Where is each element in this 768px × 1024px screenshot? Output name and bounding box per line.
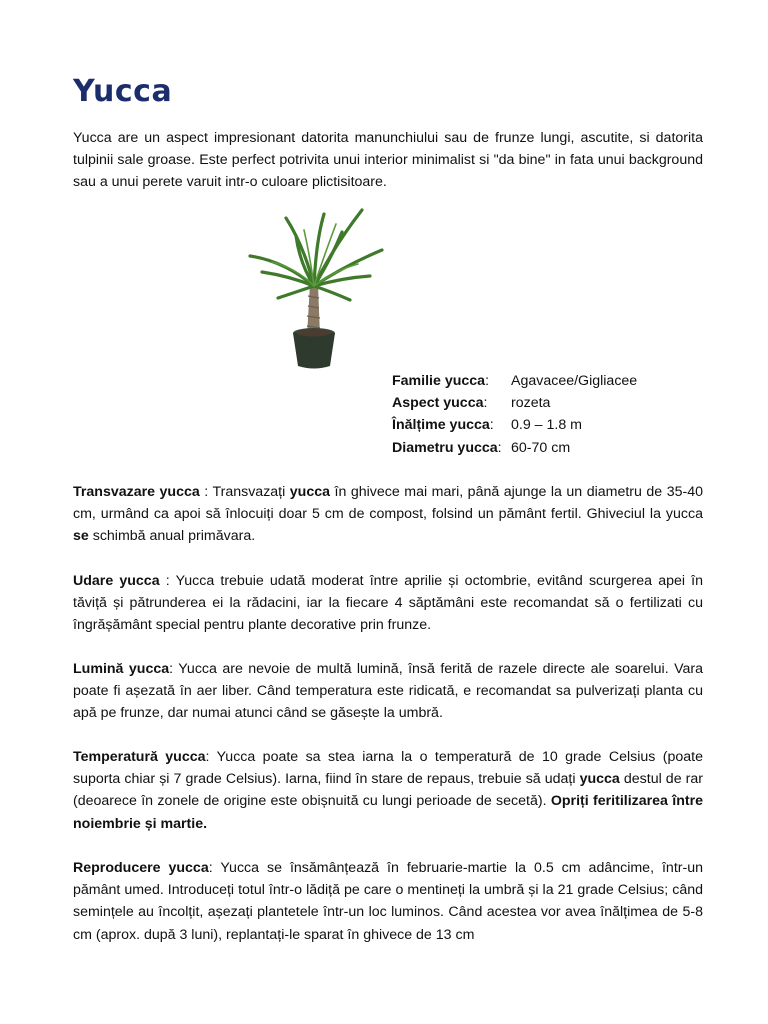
section-temperatura: Temperatură yucca: Yucca poate sa stea iarna la o temperatură de 10 grade Celsius (poate suporta chiar și 7 grade Celsius). Iarna, fiind în stare de repaus, trebuie să udați yucca destul de rar (deoarece în zonele de origine este obișnuită cu lungi perioade de secetă). Opriți feritilizarea între noiembrie și martie. — [73, 749, 704, 832]
section-heading: Udare yucca — [73, 573, 160, 589]
section-udare: Udare yucca : Yucca trebuie udată moderat între aprilie și octombrie, evitând scurgerea apei în tăviță și pătrunderea ei la rădacini, iar la fiecare 4 săptămâni este recomandat să o fertilizati cu îngrășământ special pentru plante decorative prin frunze. — [73, 573, 703, 634]
spec-label: Aspect yucca — [392, 395, 484, 412]
spec-label: Diametru yucca — [392, 439, 498, 456]
section-heading: Transvazare yucca — [73, 484, 200, 500]
section-lumina: Lumină yucca: Yucca are nevoie de multă lumină, însă ferită de razele directe ale soarelui. Vara poate fi așezată în aer liber. Când temperatura este ridicată, e recomandat sa pulverizați planta cu apă pe frunze, dar numai atunci când se găsește la umbră. — [73, 661, 703, 722]
plant-specs-table — [392, 370, 637, 459]
section-transvazare: Transvazare yucca : Transvazați yucca în ghivece mai mari, până ajunge la un diametru de 35-40 cm, urmând ca apoi să înlocuiți doar 5 cm de compost, folsind un pământ fertil. Ghiveciul la yucca se schimbă anual primăvara. — [73, 484, 703, 545]
spec-row: Înălțime yucca: 0.9 – 1.8 m — [392, 414, 637, 436]
spec-label: Familie yucca — [392, 373, 486, 389]
section-heading: Reproducere yucca — [73, 860, 209, 876]
spec-value: rozeta — [511, 395, 551, 412]
spec-value: 60-70 cm — [511, 439, 571, 456]
spec-label: Înălțime yucca — [392, 417, 490, 434]
yucca-plant-image — [244, 206, 386, 370]
section-heading: Temperatură yucca — [73, 749, 206, 765]
spec-value: Agavacee/Gigliacee — [511, 373, 638, 389]
intro-paragraph: Yucca are un aspect impresionant datorita manunchiului sau de frunze lungi, ascutite, si datorita tulpinii sale groase. Este perfect potrivita unui interior minimalist si "da bine" in fata unui background sau a unui perete varuit intr-o culoare plictisitoare. — [73, 130, 703, 191]
spec-row: Aspect yucca: rozeta — [392, 392, 637, 414]
page-title: Yucca — [73, 74, 173, 109]
spec-value: 0.9 – 1.8 m — [511, 417, 582, 434]
section-heading: Lumină yucca — [73, 661, 170, 677]
section-reproducere: Reproducere yucca: Yucca se însămânțează în februarie-martie la 0.5 cm adâncime, într-un pământ umed. Introduceți totul într-o lădiță pe care o mentineți la umbră și la 21 grade Celsius; când semințele au încolțit, așezați plantetele într-un loc luminos. Când acestea vor avea înălțimea de 5-8 cm (aprox. după 3 luni), replantați-le sparat în ghivece de 13 cm — [73, 860, 703, 943]
spec-row: Familie yucca: Agavacee/Gigliacee — [392, 370, 637, 392]
spec-row: Diametru yucca: 60-70 cm — [392, 437, 637, 459]
